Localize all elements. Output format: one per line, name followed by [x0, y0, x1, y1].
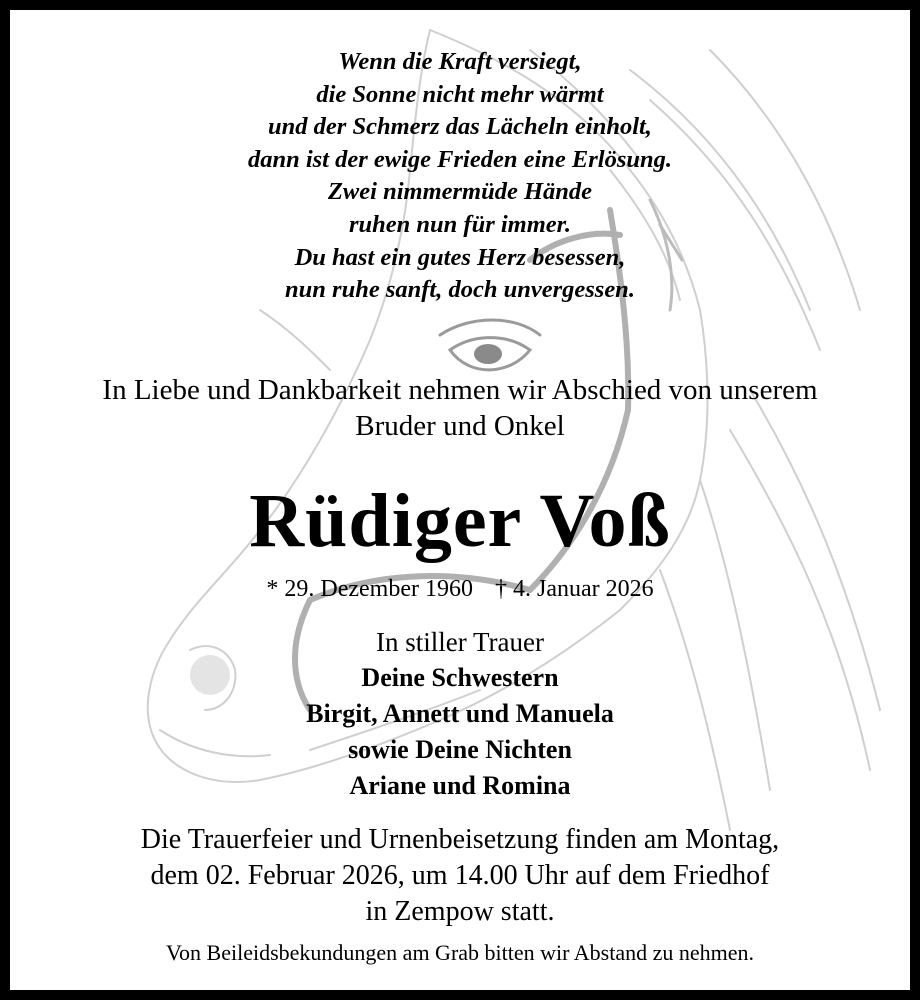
- birth-date: * 29. Dezember 1960: [266, 576, 473, 602]
- death-date: † 4. Januar 2026: [494, 576, 654, 602]
- ceremony-info: [10, 822, 910, 930]
- ceremony-line: in Zempow statt.: [365, 896, 555, 927]
- poem-line: die Sonne nicht mehr wärmt: [316, 80, 604, 108]
- notice-content: [10, 10, 910, 990]
- mourners-heading: In stiller Trauer: [376, 627, 544, 657]
- deceased-name: Rüdiger Voß: [249, 479, 671, 563]
- poem-line: ruhen nun für immer.: [349, 210, 571, 238]
- mourner-line: Ariane und Romina: [349, 771, 571, 800]
- ceremony-line: Die Trauerfeier und Urnenbeisetzung finden am Montag,: [140, 824, 780, 855]
- intro-text: [10, 372, 910, 444]
- poem-line: dann ist der ewige Frieden eine Erlösung.: [247, 145, 673, 173]
- mourners: [10, 624, 910, 804]
- mourner-line: Deine Schwestern: [361, 663, 559, 692]
- intro-line-1: In Liebe und Dankbarkeit nehmen wir Abschied von unserem: [102, 374, 818, 406]
- poem-line: nun ruhe sanft, doch unvergessen.: [285, 276, 635, 304]
- poem-line: Wenn die Kraft versiegt,: [338, 48, 582, 75]
- intro-line-2: Bruder und Onkel: [355, 410, 565, 442]
- poem-line: Du hast ein gutes Herz besessen,: [294, 243, 626, 271]
- poem-line: Zwei nimmermüde Hände: [327, 178, 593, 206]
- life-dates: [10, 572, 910, 606]
- ceremony-line: dem 02. Februar 2026, um 14.00 Uhr auf dem Friedhof: [150, 860, 770, 891]
- mourner-line: sowie Deine Nichten: [348, 735, 572, 764]
- condolence-note: Von Beileidsbekundungen am Grab bitten wir Abstand zu nehmen.: [166, 940, 754, 965]
- poem: [10, 46, 910, 307]
- poem-line: und der Schmerz das Lächeln einholt,: [268, 113, 652, 141]
- mourner-line: Birgit, Annett und Manuela: [306, 699, 614, 728]
